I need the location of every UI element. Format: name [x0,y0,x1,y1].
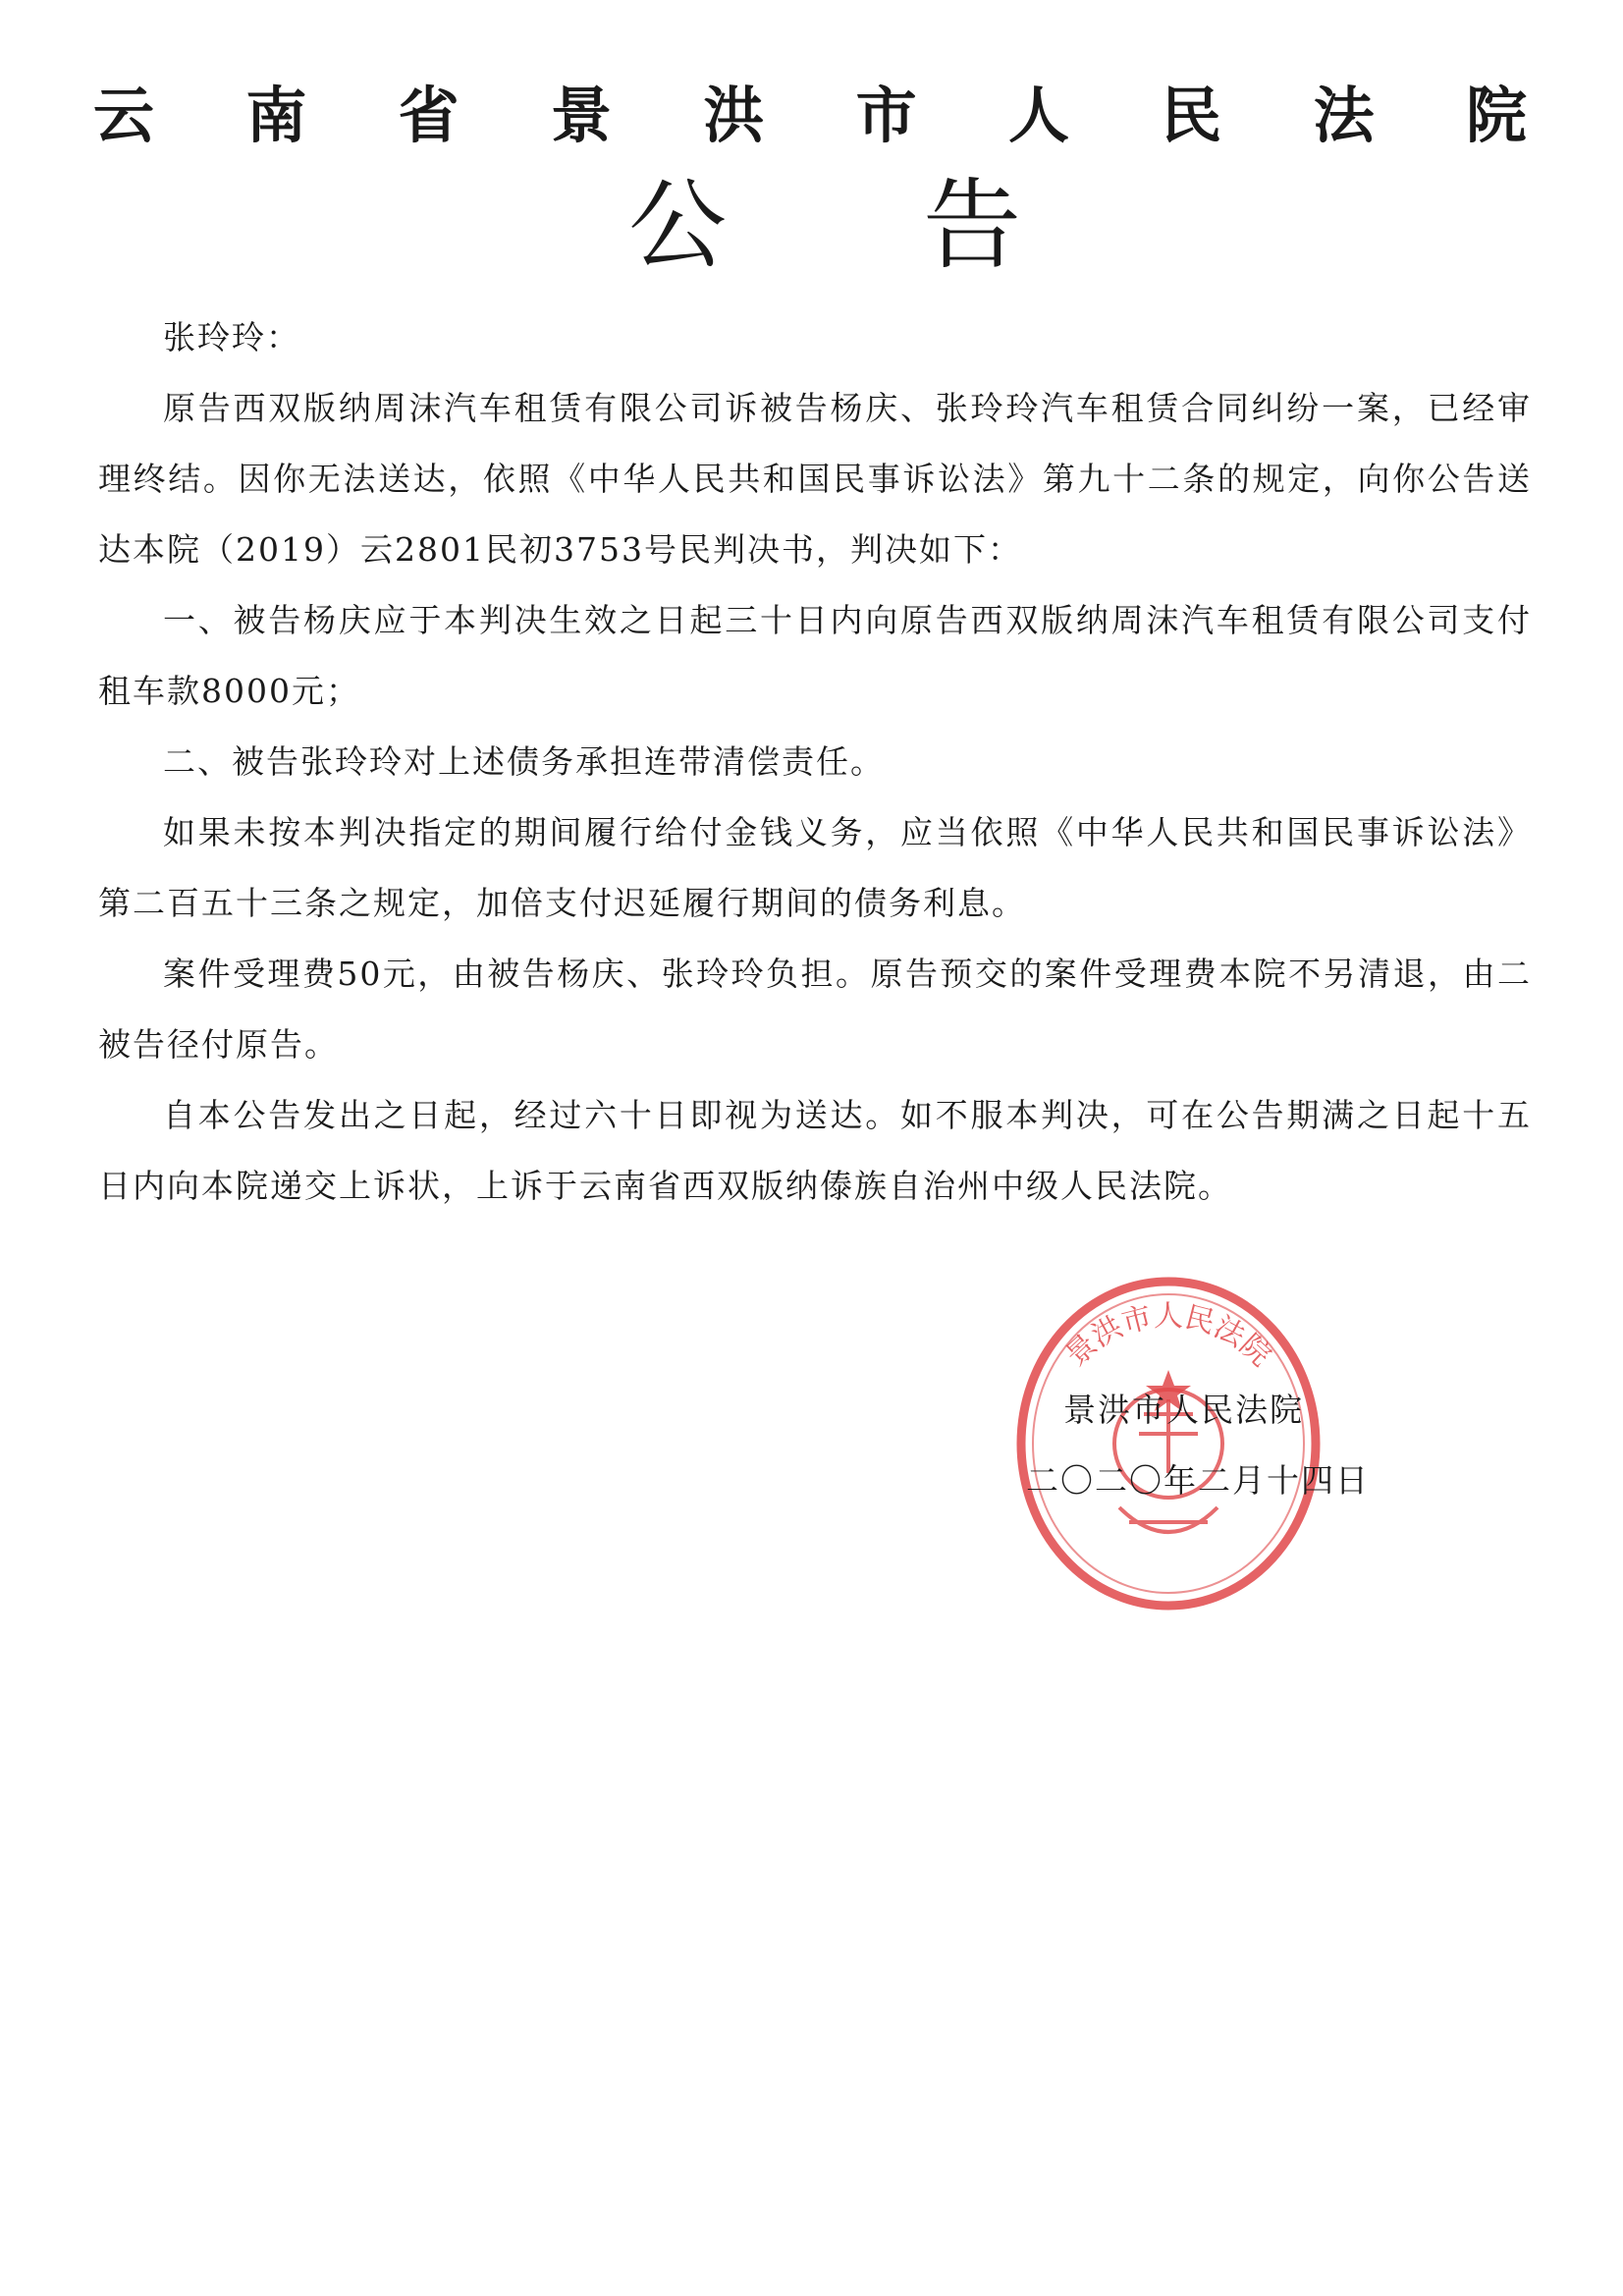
body-paragraph: 原告西双版纳周沫汽车租赁有限公司诉被告杨庆、张玲玲汽车租赁合同纠纷一案，已经审理终结。因你无法送达，依照《中华人民共和国民事诉讼法》第九十二条的规定，向你公告送达本院（2019）云2801民初3753号民判决书，判决如下： [98,389,1532,569]
notice-title [628,167,1021,285]
court-header-char: 法 [1313,80,1375,151]
salutation: 张玲玲： [163,318,300,356]
court-header-char: 人 [1007,80,1069,151]
court-header-char: 洪 [703,80,765,151]
signature-block [1026,1375,1438,1516]
signature-date: 二〇二〇年二月十四日 [1026,1461,1370,1500]
notice-title-char: 公 [628,168,727,283]
notice-body [98,302,1532,1222]
court-header-char: 南 [245,80,307,151]
court-header-char: 民 [1161,80,1222,151]
court-header-char: 市 [855,80,917,151]
court-header-char: 省 [398,80,460,151]
body-paragraph: 自本公告发出之日起，经过六十日即视为送达。如不服本判决，可在公告期满之日起十五日内向本院递交上诉状，上诉于云南省西双版纳傣族自治州中级人民法院。 [98,1096,1532,1205]
court-header-char: 景 [550,80,612,151]
body-paragraph: 案件受理费50元，由被告杨庆、张玲玲负担。原告预交的案件受理费本院不另清退，由二被告径付原告。 [98,955,1532,1064]
court-header-char: 云 [93,80,155,151]
seal-text: 景洪市人民法院 [1058,1299,1278,1374]
court-header [93,77,1527,155]
signature-court: 景洪市人民法院 [1063,1391,1304,1429]
body-paragraph: 一、被告杨庆应于本判决生效之日起三十日内向原告西双版纳周沫汽车租赁有限公司支付租车款8000元； [98,601,1532,710]
notice-title-char: 告 [923,168,1021,283]
court-header-char: 院 [1465,80,1527,151]
body-paragraph: 二、被告张玲玲对上述债务承担连带清偿责任。 [163,742,885,781]
body-paragraph: 如果未按本判决指定的期间履行给付金钱义务，应当依照《中华人民共和国民事诉讼法》第二百五十三条之规定，加倍支付迟延履行期间的债务利息。 [98,813,1532,922]
